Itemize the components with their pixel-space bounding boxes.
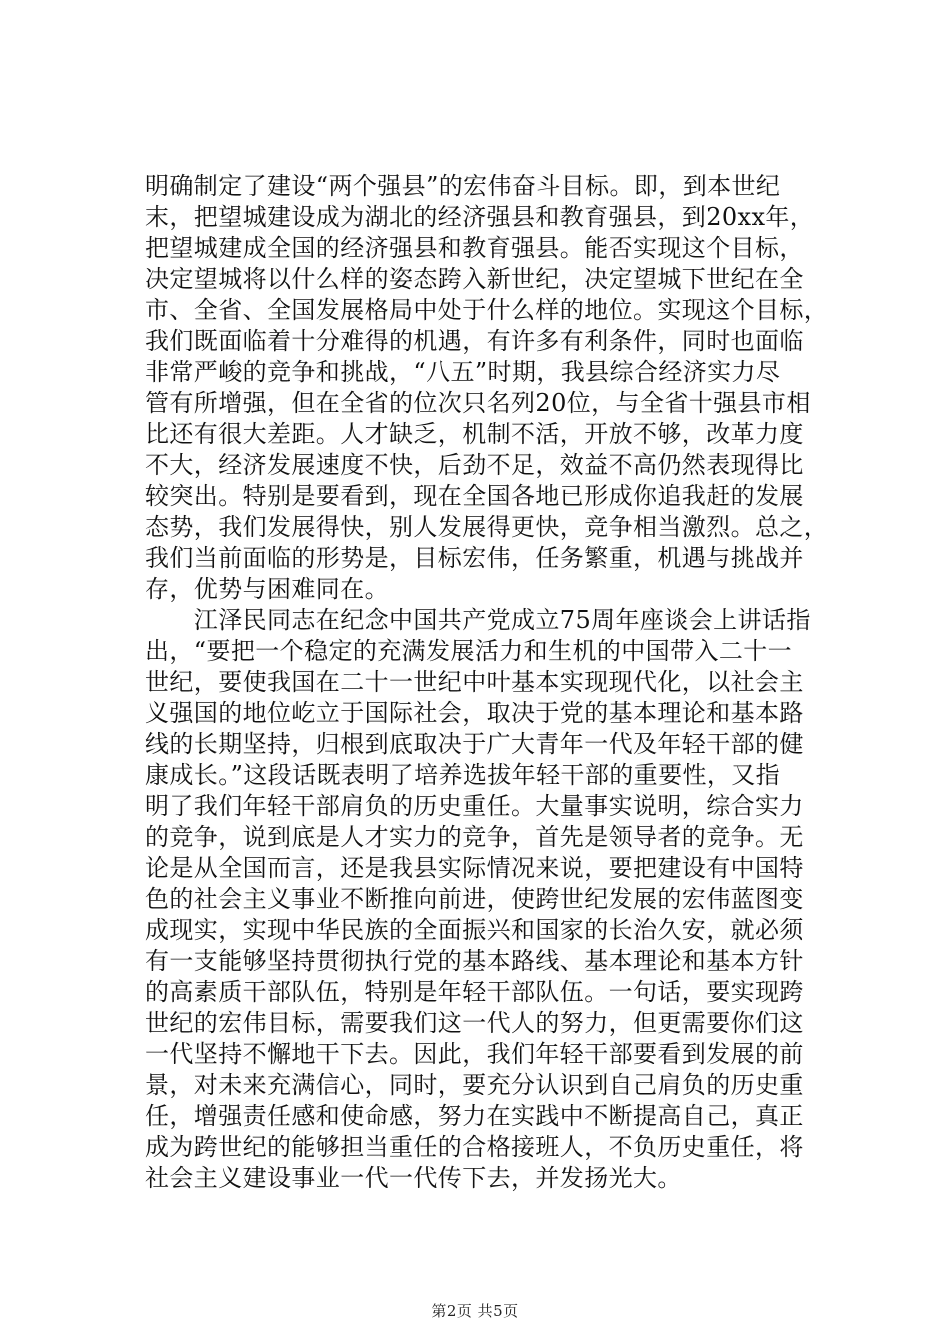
text-line: 世纪的宏伟目标，需要我们这一代人的努力，但更需要你们这 <box>145 1009 804 1037</box>
text-line: 末，把望城建设成为湖北的经济强县和教育强县，到20xx年， <box>145 203 815 231</box>
text-line: 决定望城将以什么样的姿态跨入新世纪，决定望城下世纪在全 <box>145 265 804 293</box>
text-line: 康成长。”这段话既表明了培养选拔年轻干部的重要性，又指 <box>145 761 781 789</box>
text-line: 色的社会主义事业不断推向前进，使跨世纪发展的宏伟蓝图变 <box>145 885 804 913</box>
text-line: 成为跨世纪的能够担当重任的合格接班人，不负历史重任，将 <box>145 1133 804 1161</box>
text-line: 态势，我们发展得快，别人发展得更快，竞争相当激烈。总之， <box>145 513 829 541</box>
text-line: 明了我们年轻干部肩负的历史重任。大量事实说明，综合实力 <box>145 792 804 820</box>
text-line: 世纪，要使我国在二十一世纪中叶基本实现现代化，以社会主 <box>145 668 804 696</box>
text-line: 市、全省、全国发展格局中处于什么样的地位。实现这个目标， <box>145 296 829 324</box>
text-line: 江泽民同志在纪念中国共产党成立75周年座谈会上讲话指 <box>145 606 811 634</box>
text-line: 任，增强责任感和使命感，努力在实践中不断提高自己，真正 <box>145 1102 804 1130</box>
text-line: 的高素质干部队伍，特别是年轻干部队伍。一句话，要实现跨 <box>145 978 804 1006</box>
text-line: 存，优势与困难同在。 <box>145 575 389 603</box>
text-line: 出，“要把一个稳定的充满发展活力和生机的中国带入二十一 <box>145 637 793 665</box>
text-line: 我们当前面临的形势是，目标宏伟，任务繁重，机遇与挑战并 <box>145 544 804 572</box>
text-line: 义强国的地位屹立于国际社会，取决于党的基本理论和基本路 <box>145 699 804 727</box>
text-line: 非常严峻的竞争和挑战，“八五”时期，我县综合经济实力尽 <box>145 358 781 386</box>
text-line: 线的长期坚持，归根到底取决于广大青年一代及年轻干部的健 <box>145 730 804 758</box>
text-line: 有一支能够坚持贯彻执行党的基本路线、基本理论和基本方针 <box>145 947 804 975</box>
text-line: 比还有很大差距。人才缺乏，机制不活，开放不够，改革力度 <box>145 420 804 448</box>
text-line: 社会主义建设事业一代一代传下去，并发扬光大。 <box>145 1164 682 1192</box>
text-line: 不大，经济发展速度不快，后劲不足，效益不高仍然表现得比 <box>145 451 804 479</box>
text-line: 的竞争，说到底是人才实力的竞争，首先是领导者的竞争。无 <box>145 823 804 851</box>
text-line: 一代坚持不懈地干下去。因此，我们年轻干部要看到发展的前 <box>145 1040 804 1068</box>
text-line: 把望城建成全国的经济强县和教育强县。能否实现这个目标， <box>145 234 804 262</box>
text-line: 管有所增强，但在全省的位次只名列20位，与全省十强县市相 <box>145 389 811 417</box>
text-line: 景，对未来充满信心，同时，要充分认识到自己肩负的历史重 <box>145 1071 804 1099</box>
text-line: 成现实，实现中华民族的全面振兴和国家的长治久安，就必须 <box>145 916 804 944</box>
document-body <box>145 171 835 1194</box>
text-line: 论是从全国而言，还是我县实际情况来说，要把建设有中国特 <box>145 854 804 882</box>
text-line: 我们既面临着十分难得的机遇，有许多有利条件，同时也面临 <box>145 327 804 355</box>
page-number-footer: 第2页 共5页 <box>431 1302 519 1320</box>
text-line: 明确制定了建设“两个强县”的宏伟奋斗目标。即，到本世纪 <box>145 172 781 200</box>
text-line: 较突出。特别是要看到，现在全国各地已形成你追我赶的发展 <box>145 482 804 510</box>
